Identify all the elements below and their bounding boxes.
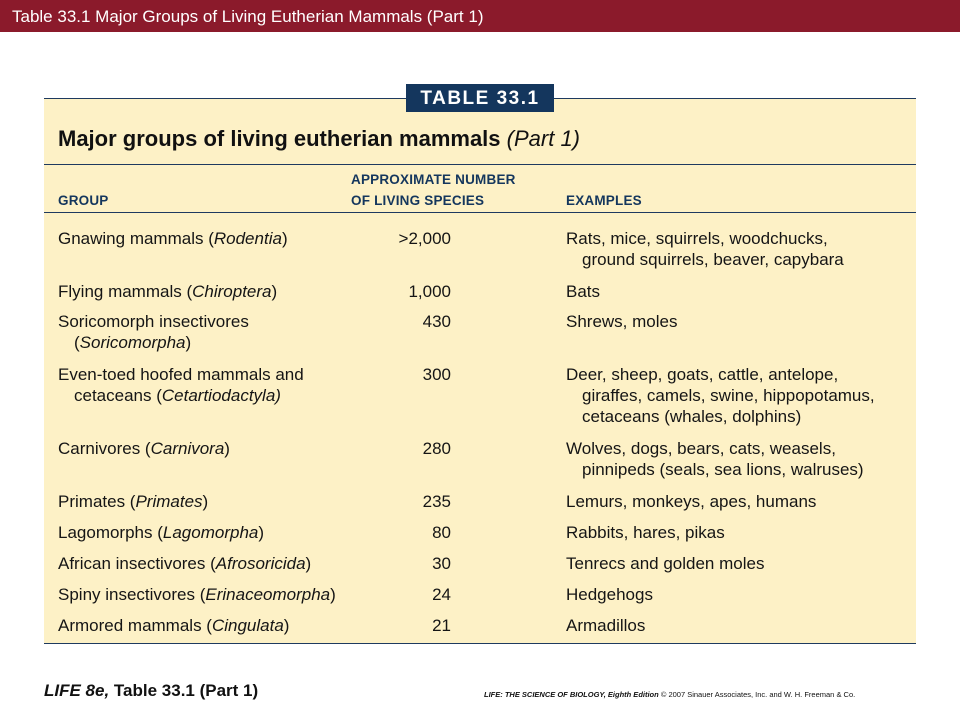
footer-table-ref: Table 33.1 (Part 1) [113, 681, 259, 700]
row-group-name: Gnawing mammals (Rodentia) [58, 229, 288, 248]
row-species-count: 280 [422, 439, 451, 458]
example-line: Bats [566, 282, 601, 301]
scientific-name: Erinaceomorpha [205, 585, 331, 604]
scientific-name: Chiroptera [192, 282, 272, 301]
scientific-name: Lagomorpha [162, 523, 259, 542]
table-heading [58, 126, 580, 152]
row-group-name: Spiny insectivores (Erinaceomorpha) [58, 585, 336, 604]
column-header-count-line2: OF LIVING SPECIES [351, 193, 485, 208]
example-line: Armadillos [566, 616, 646, 635]
footer-credit [484, 690, 855, 699]
row-species-count: 30 [432, 554, 451, 573]
row-examples [566, 364, 875, 427]
example-line: Wolves, dogs, bears, cats, weasels, [566, 439, 836, 458]
row-examples [566, 311, 677, 332]
footer-book: LIFE 8e, [44, 681, 110, 700]
footer-citation [44, 681, 258, 701]
row-species-count: 24 [432, 585, 451, 604]
row-group-name: Carnivores (Carnivora) [58, 439, 230, 458]
example-line: Lemurs, monkeys, apes, humans [566, 492, 817, 511]
column-header-examples: EXAMPLES [566, 193, 642, 208]
scientific-name: Carnivora [150, 439, 225, 458]
column-header-count-line1: APPROXIMATE NUMBER [351, 172, 516, 187]
scientific-name: Primates [135, 492, 203, 511]
example-line: Shrews, moles [566, 312, 678, 331]
footer-credit-rest: © 2007 Sinauer Associates, Inc. and W. H. Freeman & Co. [660, 690, 856, 699]
row-examples [566, 522, 725, 543]
row-examples [566, 553, 764, 574]
row-group-name: Armored mammals (Cingulata) [58, 616, 290, 635]
example-line: giraffes, camels, swine, hippopotamus, [582, 386, 875, 405]
scientific-name: Rodentia [213, 229, 282, 248]
row-species-count: 300 [422, 365, 451, 384]
scientific-name: Soricomorpha [79, 333, 186, 352]
row-group-name: Primates (Primates) [58, 492, 209, 511]
row-examples [566, 438, 864, 480]
example-line: Deer, sheep, goats, cattle, antelope, [566, 365, 839, 384]
heading-divider [44, 164, 916, 165]
scientific-name: Cingulata [211, 616, 284, 635]
table-badge: TABLE 33.1 [406, 84, 554, 112]
footer-credit-title: LIFE: THE SCIENCE OF BIOLOGY, Eighth Edition [484, 690, 659, 699]
example-line: Hedgehogs [566, 585, 653, 604]
row-species-count: 1,000 [408, 282, 451, 301]
row-examples [566, 584, 653, 605]
example-line: pinnipeds (seals, sea lions, walruses) [582, 460, 864, 479]
row-species-count: 21 [432, 616, 451, 635]
row-species-count: 235 [422, 492, 451, 511]
scientific-name: Cetartiodactyla) [161, 386, 281, 405]
row-group-name: Lagomorphs (Lagomorpha) [58, 523, 265, 542]
example-line: ground squirrels, beaver, capybara [582, 250, 844, 269]
row-examples [566, 228, 844, 270]
row-group-name: Flying mammals (Chiroptera) [58, 282, 278, 301]
row-examples [566, 491, 816, 512]
column-header-group: GROUP [58, 193, 109, 208]
example-line: Rats, mice, squirrels, woodchucks, [566, 229, 828, 248]
example-line: Tenrecs and golden moles [566, 554, 765, 573]
row-species-count: 80 [432, 523, 451, 542]
example-line: cetaceans (whales, dolphins) [582, 407, 802, 426]
row-examples [566, 615, 645, 636]
row-group-name: Soricomorph insectivores (Soricomorpha) [58, 312, 249, 352]
slide-title: Table 33.1 Major Groups of Living Eutherian Mammals (Part 1) [0, 0, 960, 32]
row-species-count: 430 [422, 312, 451, 331]
scientific-name: Afrosoricida [215, 554, 306, 573]
column-header-divider [44, 212, 916, 213]
row-group-name: Even-toed hoofed mammals and cetaceans (Cetartiodactyla) [58, 365, 304, 405]
row-group-name: African insectivores (Afrosoricida) [58, 554, 312, 573]
row-examples [566, 281, 600, 302]
example-line: Rabbits, hares, pikas [566, 523, 725, 542]
table-heading-part: (Part 1) [506, 126, 581, 151]
row-species-count: >2,000 [398, 229, 451, 248]
bottom-rule [44, 643, 916, 644]
table-heading-main: Major groups of living eutherian mammals [58, 126, 501, 151]
